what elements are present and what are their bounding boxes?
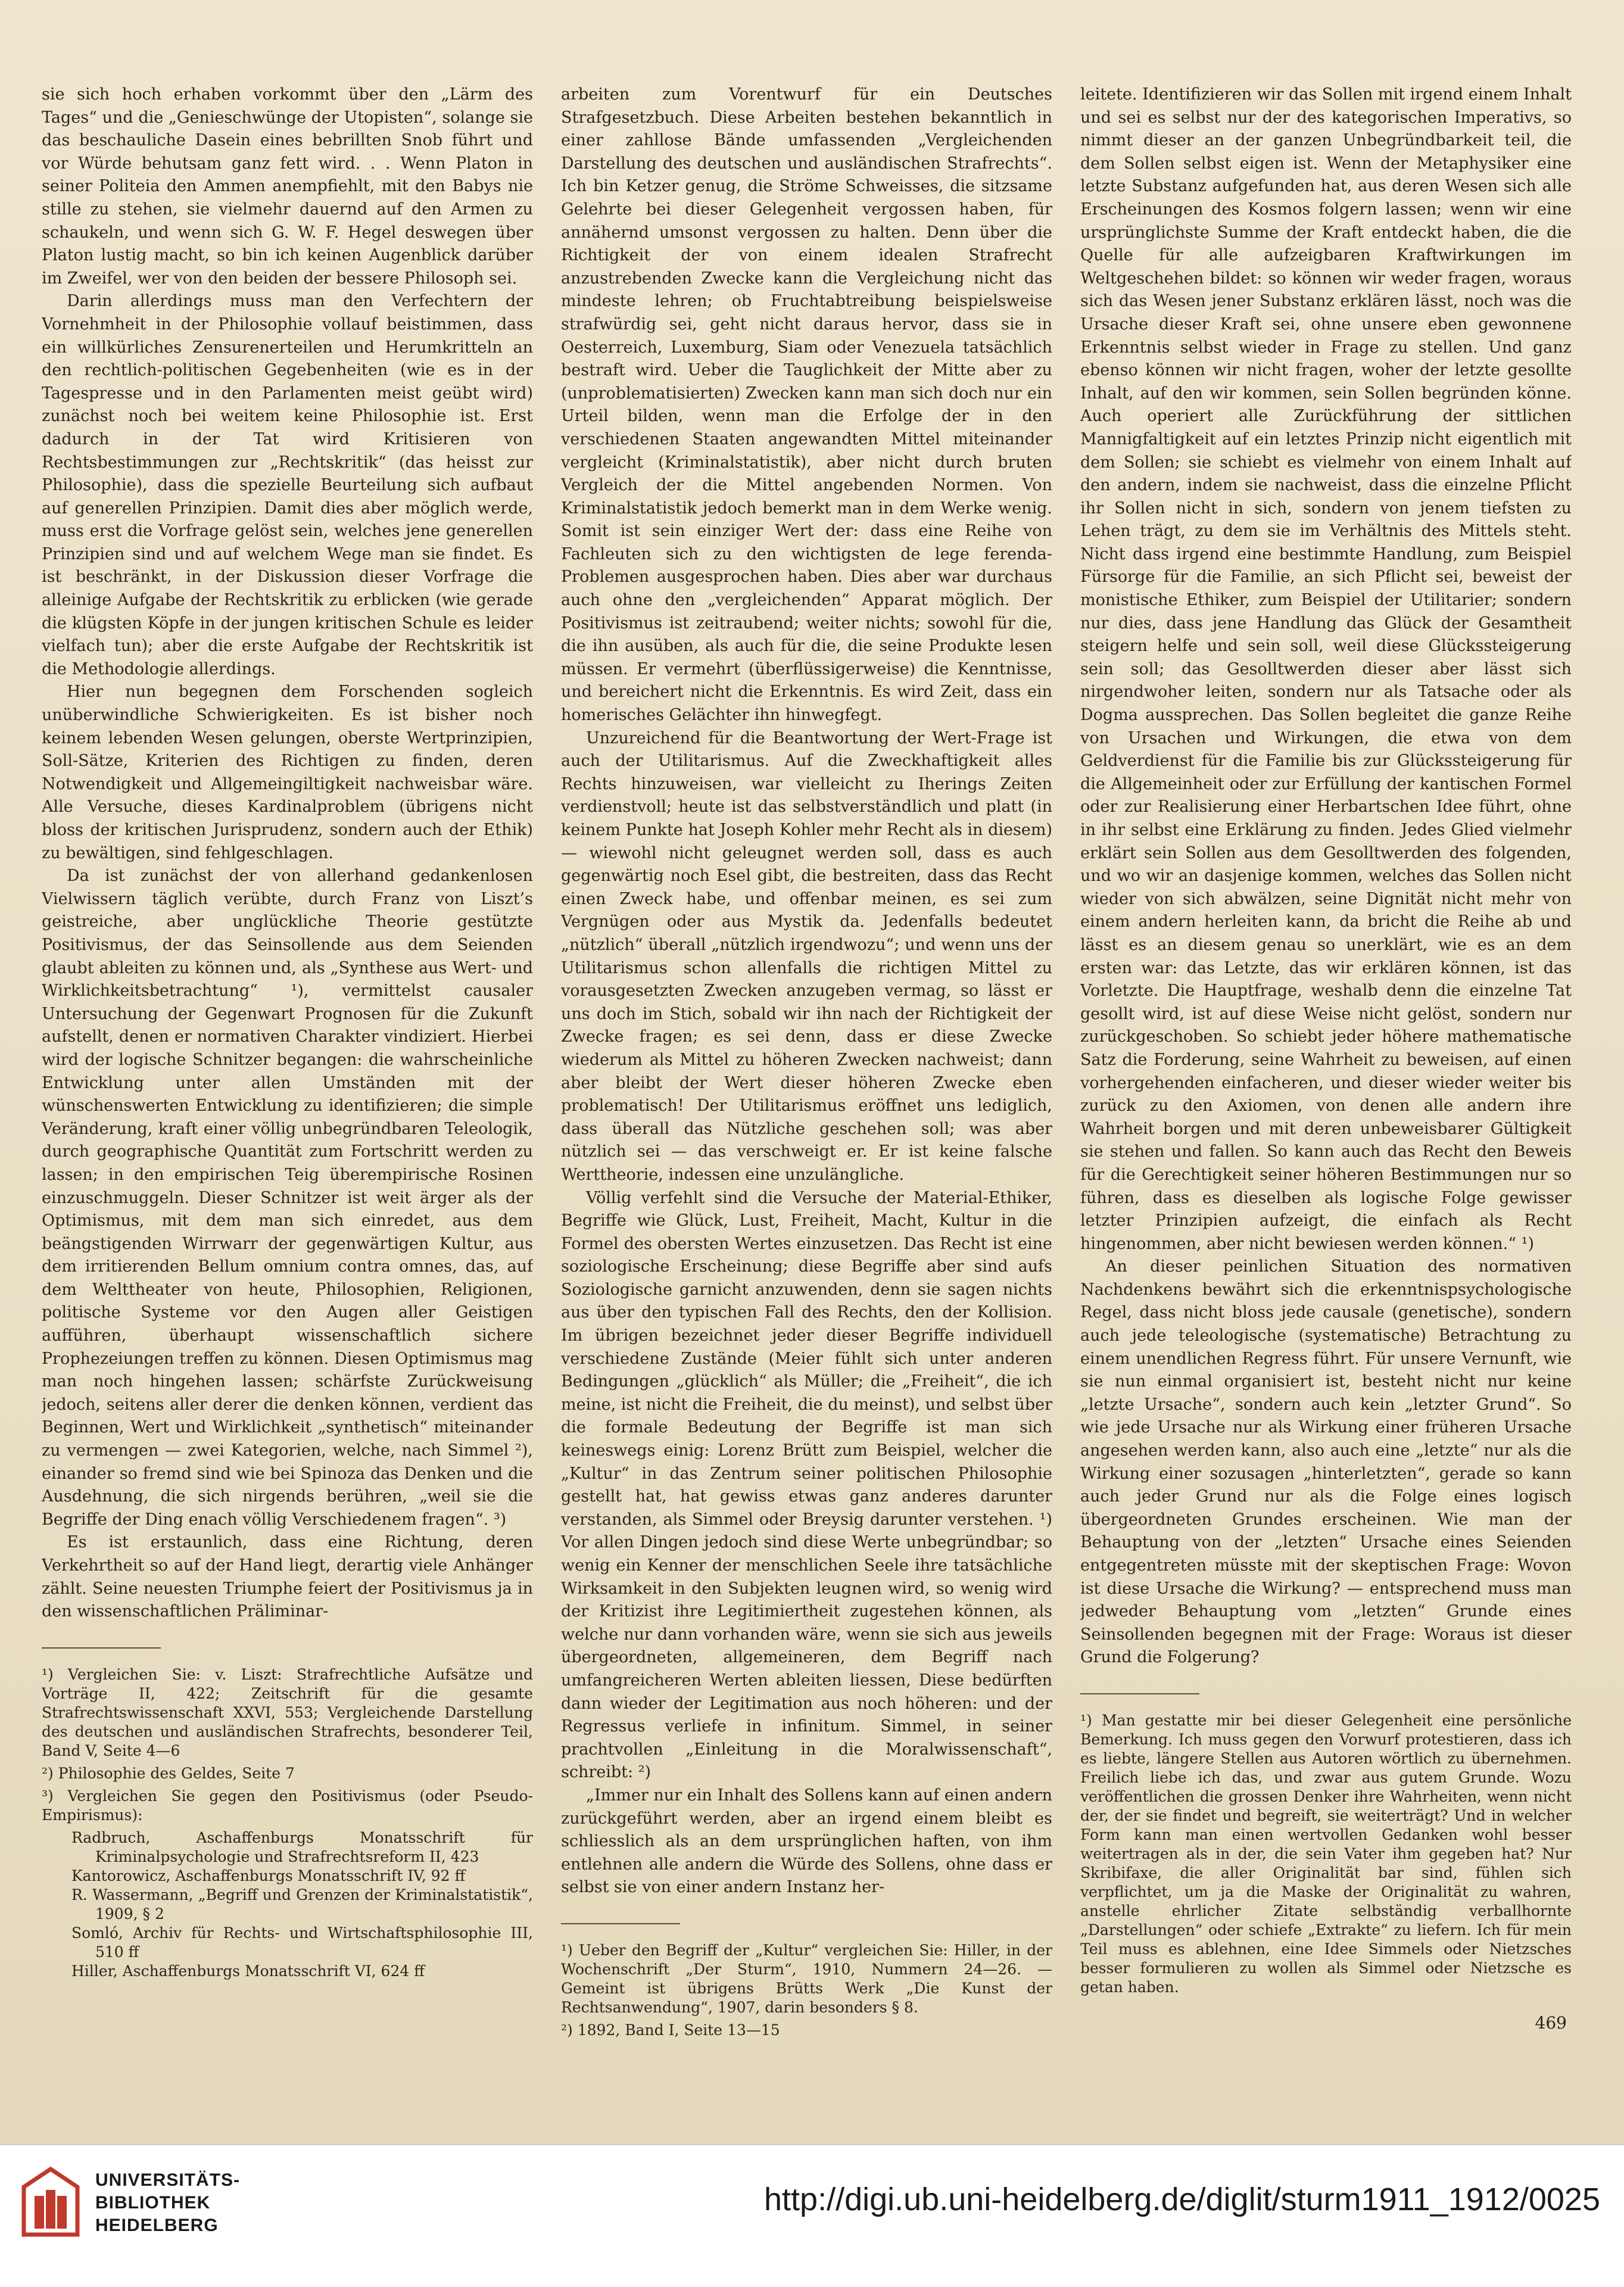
footnote: ²) 1892, Band I, Seite 13—15 <box>561 2021 780 2039</box>
paragraph: sie sich hoch erhaben vorkommt über den „Lärm des Tages“ und die „Genieschwünge der Utopisten“, solange sie das beschauliche Dasein eines bebrillten Snob führt und vor Würde behutsam ganz fett wird. . . Wenn Platon in seiner Politeia den Ammen anempfiehlt, mit den Babys nie stille zu stehen, sie vielmehr dauernd auf den Armen zu schaukeln, und wenn sich G. W. F. Hegel deswegen über Platon lustig macht, so bin ich keinen Augenblick darüber im Zweifel, wer von den beiden der bessere Philosoph sei. <box>42 85 533 288</box>
footnote-reference: Somló, Archiv für Rechts- und Wirtschaftsphilosophie III, 510 ff <box>71 1924 533 1961</box>
column-3-footnotes <box>1080 1711 1572 1997</box>
paragraph: Darin allerdings muss man den Verfechtern der Vornehmheit in der Philosophie vollauf beistimmen, dass ein willkürliches Zensurenerteilen und Herumkritteln an den rechtlich-politischen Gegebenheiten (wie es in der Tagespresse und in den Parlamenten meist geübt wird) zunächst noch bei weitem keine Philosophie ist. Erst dadurch in der Tat wird Kritisieren von Rechtsbestimmungen zur „Rechtskritik“ (das heisst zur Philosophie), dass die spezielle Beurteilung sich aufbaut auf generellen Prinzipien. Damit dies aber möglich werde, muss erst die Vorfrage gelöst sein, welches jene generellen Prinzipien sind und auf welchem Wege man sie findet. Es ist beschränkt, in der Diskussion dieser Vorfrage die alleinige Aufgabe der Rechtskritik zu erblicken (wie gerade die klügsten Köpfe in der jungen kritischen Schule es leider vielfach tun); aber die erste Aufgabe der Rechtskritik ist die Methodologie allerdings. <box>42 292 533 678</box>
library-name-line: UNIVERSITÄTS- <box>95 2170 241 2190</box>
footnote-separator <box>561 1923 680 1924</box>
footnote: ³) Vergleichen Sie gegen den Positivismus (oder Pseudo-Empirismus): <box>42 1787 533 1824</box>
column-1-footnotes <box>42 1665 533 1981</box>
heidelberg-university-library-logo-icon[interactable] <box>18 2163 83 2241</box>
column-3-body <box>1080 83 1572 1669</box>
footnote: ¹) Ueber den Begriff der „Kultur“ vergleichen Sie: Hiller, in der Wochenschrift „Der Sturm“, 1910, Nummern 24—26. — Gemeint ist übrigens Brütts Werk „Die Kunst der Rechtsanwendung“, 1907, darin besonders § 8. <box>561 1941 1052 2016</box>
column-2-footnotes <box>561 1941 1052 2040</box>
column-3 <box>1080 83 1572 2055</box>
paragraph: Da ist zunächst der von allerhand gedankenlosen Vielwissern täglich verübte, durch Franz von Liszt’s geistreiche, aber unglückliche Theorie gestützte Positivismus, der das Seinsollende aus dem Seienden glaubt ableiten zu können und, als „Synthese aus Wert- und Wirklichkeitsbetrachtung“ ¹), vermittelst causaler Untersuchung der Gegenwart Prognosen für die Zukunft aufstellt, denen er normativen Charakter vindiziert. Hierbei wird der logische Schnitzer begangen: die wahrscheinliche Entwicklung unter allen Umständen mit der wünschenswerten Entwicklung zu identifizieren; die simple Veränderung, kraft einer völlig unbegründbaren Teleologik, durch geographische Quantität zum Fortschritt werden zu lassen; in den empirischen Teig überempirische Rosinen einzuschmuggeln. Dieser Schnitzer ist weit ärger als der Optimismus, mit dem man sich einredet, aus dem beängstigenden Wirrwarr der gegenwärtigen Kultur, aus dem irritierenden Bellum omnium contra omnes, das, auf dem Welttheater von heute, Philosophien, Religionen, politische Systeme vor den Augen aller Geistigen aufführen, überhaupt wissenschaftlich sichere Prophezeiungen treffen zu können. Diesen Optimismus mag man noch hingehen lassen; schärfste Zurückweisung jedoch, seitens aller derer die denken können, verdient das Beginnen, Wert und Wirklichkeit „synthetisch“ miteinander zu vermengen — zwei Kategorien, welche, nach Simmel ²), einander so fremd sind wie bei Spinoza das Denken und die Ausdehnung, die sich nirgends berühren, „weil sie die Begriffe der Ding enach völlig Verschiedenem fragen“. ³) <box>42 867 533 1529</box>
library-name[interactable] <box>95 2169 240 2237</box>
library-name-line: HEIDELBERG <box>95 2216 219 2235</box>
column-1 <box>42 83 533 2055</box>
paragraph: leitete. Identifizieren wir das Sollen mit irgend einem Inhalt und sei es selbst nur der des kategorischen Imperativs, so nimmt dieser an der ganzen Unbegründbarkeit teil, die dem Sollen selbst eigen ist. Wenn der Metaphysiker eine letzte Substanz aufgefunden hat, aus deren Wesen sich alle Erscheinungen des Kosmos folgern lassen; wenn wir eine ursprünglichste Summe der Kraft entdeckt haben, die die Quelle für alle aufzeigbaren Kraftwirkungen im Weltgeschehen bildet: so können wir weder fragen, woraus sich das Wesen jener Substanz erklären lässt, noch was die Ursache dieser Kraft sei, ohne unsere eben gewonnene Erkenntnis selbst wieder in Frage zu stellen. Und ganz ebenso können wir nicht fragen, woher der letzte gesollte Inhalt, auf den wir kommen, sein Sollen begründen könne. Auch operiert alle Zurückführung der sittlichen Mannigfaltigkeit auf ein letztes Prinzip nicht eigentlich mit dem Sollen; sie schiebt es vielmehr von einem Inhalt auf den andern, indem sie nachweist, dass die einzelne Pflicht ihr Sollen nicht in sich, sondern von jenem tiefsten zu Lehen trägt, zu dem sie im Verhältnis des Mittels steht. Nicht dass irgend eine bestimmte Handlung, zum Beispiel Fürsorge für die Familie, an sich Pflicht sei, beweist der monistische Ethiker, zum Beispiel der Utilitarier; sondern nur dies, dass jene Handlung das Glück der Gesamtheit steigern helfe und sein soll, weil diese Glückssteigerung sein soll; das Gesolltwerden dieser aber lässt sich nirgendwoher leiten, sondern nur als Tatsache oder als Dogma aussprechen. Das Sollen begleitet die ganze Reihe von Ursachen und Wirkungen, die etwa von dem Geldverdienst für die Familie bis zur Glückssteigerung für die Allgemeinheit oder zur Erfüllung der kantischen Formel oder zur Realisierung einer Herbartschen Idee führt, ohne in ihr selbst eine Erklärung zu finden. Jedes Glied vielmehr erklärt sein Sollen aus dem Gesolltwerden des folgenden, und wo wir an dasjenige kommen, welches das Sollen nicht wieder von sich abwälzen, seine Dignität nicht mehr von einem andern herleiten kann, da bricht die Reihe ab und lässt es an diesem genau so unerklärt, wie es an dem ersten war: das Letzte, das wir erklären können, ist das Vorletzte. Die Hauptfrage, weshalb denn die einzelne Tat gesollt wird, ist auf diese Weise nicht gelöst, sondern nur zurückgeschoben. So schiebt jeder höhere mathematische Satz die Forderung, seine Wahrheit zu beweisen, auf einen vorhergehenden einfacheren, und dieser wieder weiter bis zurück zu den Axiomen, von denen alle andern ihre Wahrheit borgen und mit deren unbeweisbarer Gültigkeit sie stehen und fallen. So kann auch das Recht den Beweis für die Gerechtigkeit seiner höheren Bestimmungen nur so führen, dass es dieselben als logische Folge gewisser letzter Prinzipien aufzeigt, die einfach als Recht hingenommen, aber nicht bewiesen werden können.“ ¹) <box>1080 85 1572 1253</box>
footnote-separator <box>42 1647 161 1649</box>
footnote-reference: Hiller, Aschaffenburgs Monatsschrift VI, 624 ff <box>71 1962 425 1980</box>
page-number: 469 <box>1535 2013 1567 2033</box>
paragraph: Unzureichend für die Beantwortung der Wert-Frage ist auch der Utilitarismus. Auf die Zweckhaftigkeit alles Rechts hinzuweisen, war vielleicht zu Iherings Zeiten verdienstvoll; heute ist das selbstverständlich und platt (in keinem Punkte hat Joseph Kohler mehr Recht als in diesem) — wiewohl nicht geleugnet werden soll, dass es auch gegenwärtig noch Esel gibt, die bestreiten, dass das Recht einen Zweck habe, und offenbar meinen, es sei zum Vergnügen oder aus Mystik da. Jedenfalls bedeutet „nützlich“ überall „nützlich irgendwozu“; und wenn uns der Utilitarismus schon allenfalls die richtigen Mittel zu vorausgesetzten Zwecken anzugeben vermag, so lässt er uns doch im Stich, sobald wir ihn nach der Richtigkeit der Zwecke fragen; es sei denn, dass er diese Zwecke wiederum als Mittel zu höheren Zwecken nachweist; dann aber bleibt der Wert dieser höheren Zwecke eben problematisch! Der Utilitarismus eröffnet uns lediglich, dass überall das Nützliche geschehen soll; was aber nützlich sei — das verschweigt er. Er ist keine falsche Werttheorie, indessen eine unzulängliche. <box>561 728 1052 1184</box>
footnote: ¹) Man gestatte mir bei dieser Gelegenheit eine persönliche Bemerkung. Ich muss gegen den Vorwurf protestieren, dass ich es liebte, längere Stellen aus Autoren wörtlich zu übernehmen. Freilich liebe ich das, und zwar aus gutem Grunde. Wozu veröffentlichen die grossen Denker ihre Wahrheiten, wenn nicht der, der sie findet und begreift, sie weiterträgt? Und in welcher Form kann man einen wertvollen Gedanken wohl besser weitertragen als in der, die sein Vater ihm gegeben hat? Nur Skribifaxe, die aller Originalität bar sind, fühlen sich verpflichtet, um ja die Maske der Originalität zu wahren, anstelle ehrlicher Zitate selbständig verballhornte „Darstellungen“ oder schiefe „Extrakte“ zu liefern. Ich für mein Teil muss es ablehnen, eine Idee Simmels oder Nietzsches besser formulieren zu wollen als Simmel oder Nietzsche es getan haben. <box>1080 1711 1572 1996</box>
footnote-reference: Radbruch, Aschaffenburgs Monatsschrift für Kriminalpsychologie und Strafrechtsreform II, 423 <box>71 1828 533 1865</box>
paragraph: arbeiten zum Vorentwurf für ein Deutsches Strafgesetzbuch. Diese Arbeiten bestehen bekanntlich in einer zahllose Bände umfassenden „Vergleichenden Darstellung des deutschen und ausländischen Strafrechts“. Ich bin Ketzer genug, die Ströme Schweisses, die sitzsame Gelehrte bei dieser Gelegenheit vergossen haben, für annähernd umsonst vergossen zu halten. Denn über die Richtigkeit der von einem idealen Strafrecht anzustrebenden Zwecke kann die Vergleichung nicht das mindeste lehren; ob Fruchtabtreibung beispielsweise strafwürdig sei, geht nicht daraus hervor, dass sie in Oesterreich, Luxemburg, Siam oder Venezuela tatsächlich bestraft wird. Ueber die Tauglichkeit der Mitte aber zu (unproblematisierten) Zwecken kann man sich doch nur ein Urteil bilden, wenn man die Erfolge der in den verschiedenen Staaten angewandten Mittel miteinander vergleicht (Kriminalstatistik), aber nicht durch bruten Vergleich der die Mittel angebenden Normen. Von Kriminalstatistik jedoch bemerkt man in dem Werke wenig. Somit ist sein einziger Wert der: dass eine Reihe von Fachleuten sich zu den wichtigsten de lege ferenda-Problemen ausgesprochen haben. Dies aber war durchaus auch ohne den „vergleichenden“ Apparat möglich. Der Positivismus ist zeitraubend; weiter nichts; sowohl für die, die ihn ausüben, als auch für die, die seine Produkte lesen müssen. Er vermehrt (überflüssigerweise) die Kenntnisse, und bereichert nicht die Erkenntnis. Es wird Zeit, dass ein homerisches Gelächter ihn hinwegfegt. <box>561 85 1052 725</box>
footnote: ²) Philosophie des Geldes, Seite 7 <box>42 1764 295 1782</box>
paragraph: Völlig verfehlt sind die Versuche der Material-Ethiker, Begriffe wie Glück, Lust, Freiheit, Macht, Kultur in die Formel des obersten Wertes einzusetzen. Das Recht ist eine soziologische Erscheinung; diese Begriffe aber sind aufs Soziologische garnicht anzuwenden, denn sie sagen nichts aus über den typischen Fall des Rechts, den der Kollision. Im übrigen bezeichnet jeder dieser Begriffe individuell verschiedene Zustände (Meier fühlt sich unter anderen Bedingungen „glücklich“ als Müller; die „Freiheit“, die ich meine, ist nicht die Freiheit, die du meinst), und selbst über die formale Bedeutung der Begriffe ist man sich keineswegs einig: Lorenz Brütt zum Beispiel, welcher die „Kultur“ in das Zentrum seiner politischen Philosophie gestellt hat, hat gewiss etwas ganz anderes darunter verstanden, als Simmel oder Breysig darunter verstehen. ¹) Vor allen Dingen jedoch sind diese Werte unbegründbar; so wenig ein Kenner der menschlichen Seele ihre tatsächliche Wirksamkeit in den Subjekten leugnen wird, so wenig wird der Kritizist ihre Legitimiertheit zugestehen können, als welche nur dann vorhanden wäre, wenn sie sich aus jeweils übergeordneten, allgemeineren, dem Begriff nach umfangreicheren Werten ableiten liessen, Diese bedürften dann wieder der Legitimation aus noch höheren: und der Regressus verliefe in infinitum. Simmel, in seiner prachtvollen „Einleitung in die Moralwissenschaft“, schreibt: ²) <box>561 1188 1052 1782</box>
paragraph: An dieser peinlichen Situation des normativen Nachdenkens bewährt sich die erkenntnispsychologische Regel, dass nicht bloss jede causale (genetische), sondern auch jede teleologische (systematische) Betrachtung zu einem unendlichen Regress führt. Für unsere Vernunft, wie sie nun einmal organisiert ist, besteht nicht nur keine „letzte Ursache“, sondern auch kein „letzter Grund“. So wie jede Ursache nur als Wirkung einer früheren Ursache angesehen werden kann, also auch eine „letzte“ nur als die Wirkung einer sozusagen „hinterletzten“, gerade so kann auch jeder Grund nur als die Folge eines logisch übergeordneten Grundes erscheinen. Wie man der Behauptung von der „letzten“ Ursache eines Seienden entgegentreten müsste mit der skeptischen Frage: Wovon ist diese Ursache die Wirkung? — entsprechend muss man jedweder Behauptung vom „letzten“ Grunde eines Seinsollenden begegnen mit der Frage: Woraus ist dieser Grund die Folgerung? <box>1080 1257 1572 1667</box>
footnote-reference: R. Wassermann, „Begriff und Grenzen der Kriminalstatistik“, 1909, § 2 <box>71 1886 533 1923</box>
column-2-body <box>561 83 1052 1899</box>
text-columns <box>42 83 1572 2055</box>
library-footer <box>0 2144 1624 2287</box>
digitization-url[interactable]: http://digi.ub.uni-heidelberg.de/diglit/sturm1911_1912/0025 <box>764 2182 1600 2217</box>
footnote-separator <box>1080 1693 1199 1694</box>
column-1-body <box>42 83 533 1624</box>
paragraph: Es ist erstaunlich, dass eine Richtung, deren Verkehrtheit so auf der Hand liegt, derartig viele Anhänger zählt. Seine neuesten Triumphe feiert der Positivismus ja in den wissenschaftlichen Präliminar- <box>42 1533 533 1621</box>
footnote: ¹) Vergleichen Sie: v. Liszt: Strafrechtliche Aufsätze und Vorträge II, 422; Zeitschrift für die gesamte Strafrechtswissenschaft XXVI, 553; Vergleichende Darstellung des deutschen und ausländischen Strafrechts, besonderer Teil, Band V, Seite 4—6 <box>42 1665 533 1759</box>
footnote-reference: Kantorowicz, Aschaffenburgs Monatsschrift IV, 92 ff <box>71 1867 466 1884</box>
library-name-line: BIBLIOTHEK <box>95 2193 211 2213</box>
column-2 <box>561 83 1052 2055</box>
paragraph: „Immer nur ein Inhalt des Sollens kann auf einen andern zurückgeführt werden, aber an irgend einem bleibt es schliesslich als an dem ursprünglichen haften, von ihm entlehnen alle andern die Würde des Sollens, ohne dass er selbst sie von einer andern Instanz her- <box>561 1786 1052 1897</box>
paragraph: Hier nun begegnen dem Forschenden sogleich unüberwindliche Schwierigkeiten. Es ist bisher noch keinem lebenden Wesen gelungen, oberste Wertprinzipien, Soll-Sätze, Kriterien des Richtigen zu finden, deren Notwendigkeit und Allgemeingiltigkeit nachweisbar wäre. Alle Versuche, dieses Kardinalproblem (übrigens nicht bloss der kritischen Jurisprudenz, sondern auch der Ethik) zu bewältigen, sind fehlgeschlagen. <box>42 683 533 862</box>
